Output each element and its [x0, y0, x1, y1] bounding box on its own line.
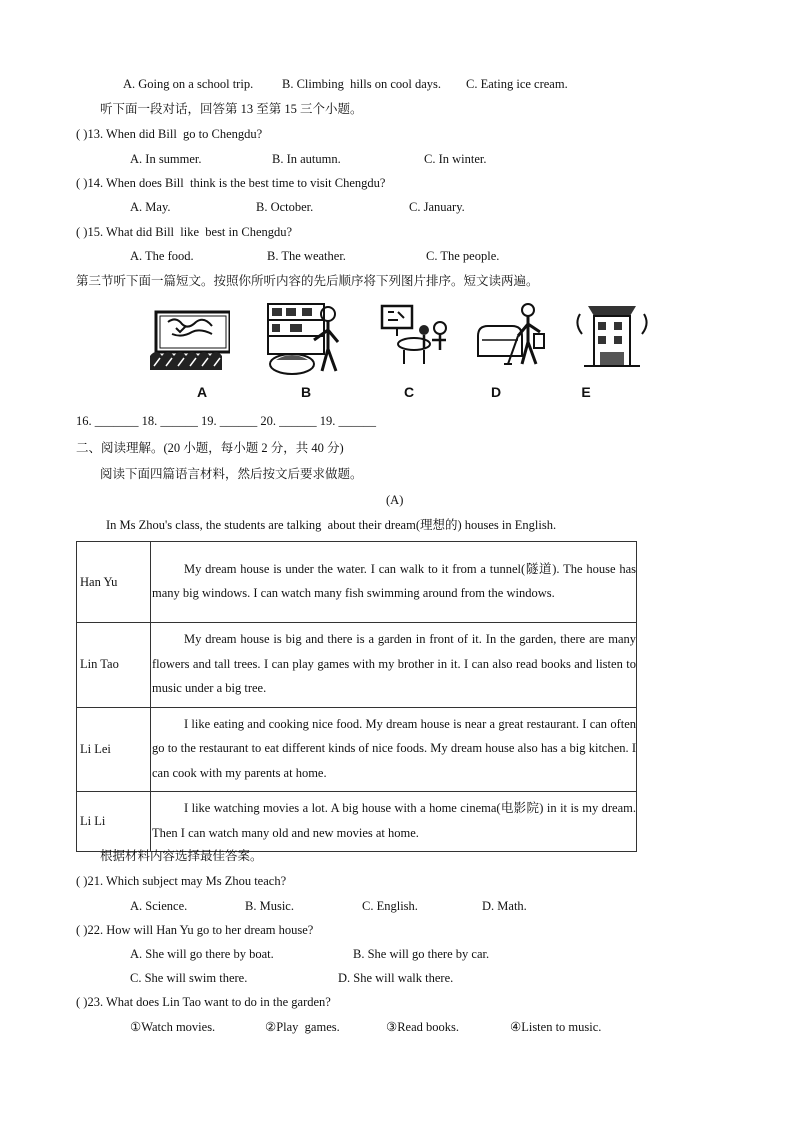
q13-option-c: C. In winter.: [424, 152, 487, 166]
listening-intro: 听下面一段对话，回答第 13 至第 15 三个小题。: [100, 102, 363, 116]
table-row: [77, 792, 637, 852]
picture-b-label: B: [300, 384, 312, 400]
q22-option-c: C. She will swim there.: [130, 971, 248, 985]
q14-option-a: A. May.: [130, 200, 171, 214]
picture-e-image: [570, 300, 654, 380]
q22-option-d: D. She will walk there.: [338, 971, 454, 985]
q14-option-b: B. October.: [256, 200, 314, 214]
option-b: B. Climbing hills on cool days.: [282, 77, 442, 91]
passage-a-label: (A): [386, 493, 404, 507]
q21-option-b: B. Music.: [245, 899, 294, 913]
picture-row: [146, 300, 646, 408]
student-text: My dream house is big and there is a garden in front of it. In the garden, there are many flowers and tall trees. I can play games with my brother in it. I can also read books and listen to music under a big tree.: [151, 623, 637, 708]
question-13: ( )13. When did Bill go to Chengdu?: [76, 127, 263, 141]
part2-heading: 二、阅读理解。(20 小题，每小题 2 分，共 40 分): [76, 441, 344, 455]
q22-option-b: B. She will go there by car.: [353, 947, 490, 961]
student-text: I like eating and cooking nice food. My dream house is near a great restaurant. I can often go to the restaurant to eat different kinds of nice foods. My dream house also has a big kitchen. I can cook with my parents at home.: [151, 707, 637, 792]
picture-c-label: C: [403, 384, 415, 400]
part2-instruction: 阅读下面四篇语言材料，然后按文后要求做题。: [100, 467, 363, 481]
question-21: ( )21. Which subject may Ms Zhou teach?: [76, 874, 287, 888]
q21-option-c: C. English.: [362, 899, 418, 913]
picture-a-image: [146, 300, 230, 380]
q13-option-b: B. In autumn.: [272, 152, 341, 166]
student-text: I like watching movies a lot. A big house with a home cinema(电影院) in it is my dream. Then I can watch many old and new movies at home.: [151, 792, 637, 852]
q22-option-a: A. She will go there by boat.: [130, 947, 274, 961]
picture-d-label: D: [490, 384, 502, 400]
q13-option-a: A. In summer.: [130, 152, 202, 166]
passage-a-intro: In Ms Zhou's class, the students are talking about their dream(理想的) houses in English.: [106, 518, 557, 532]
table-row: [77, 623, 637, 708]
question-14: ( )14. When does Bill think is the best time to visit Chengdu?: [76, 176, 386, 190]
choose-instruction: 根据材料内容选择最佳答案。: [100, 849, 263, 863]
picture-a-label: A: [196, 384, 208, 400]
section3-instruction: 第三节听下面一篇短文。按照你所听内容的先后顺序将下列图片排序。短文读两遍。: [76, 274, 539, 288]
q15-option-c: C. The people.: [426, 249, 500, 263]
option-c: C. Eating ice cream.: [466, 77, 568, 91]
q14-option-c: C. January.: [409, 200, 465, 214]
table-row: [77, 707, 637, 792]
picture-b-image: [262, 300, 346, 380]
option-a: A. Going on a school trip.: [123, 77, 254, 91]
student-name: Li Lei: [77, 707, 151, 792]
q15-option-b: B. The weather.: [267, 249, 346, 263]
q23-option-4: ④Listen to music.: [510, 1020, 602, 1034]
picture-e-label: E: [581, 384, 591, 400]
picture-d-image: [472, 300, 556, 380]
student-name: Han Yu: [77, 542, 151, 623]
student-text: My dream house is under the water. I can walk to it from a tunnel(隧道). The house has many big windows. I can watch many fish swimming around from the windows.: [151, 542, 637, 623]
q23-option-2: ②Play games.: [265, 1020, 340, 1034]
picture-c-image: [374, 300, 458, 380]
question-22: ( )22. How will Han Yu go to her dream house?: [76, 923, 314, 937]
answer-blanks: 16. _______ 18. ______ 19. ______ 20. ______ 19. ______: [76, 414, 376, 428]
student-name: Lin Tao: [77, 623, 151, 708]
dream-house-table: [76, 541, 637, 852]
q23-option-3: ③Read books.: [386, 1020, 460, 1034]
q15-option-a: A. The food.: [130, 249, 194, 263]
q21-option-a: A. Science.: [130, 899, 188, 913]
table-row: [77, 542, 637, 623]
q23-option-1: ①Watch movies.: [130, 1020, 216, 1034]
student-name: Li Li: [77, 792, 151, 852]
question-15: ( )15. What did Bill like best in Chengdu?: [76, 225, 293, 239]
question-23: ( )23. What does Lin Tao want to do in the garden?: [76, 995, 331, 1009]
q21-option-d: D. Math.: [482, 899, 527, 913]
